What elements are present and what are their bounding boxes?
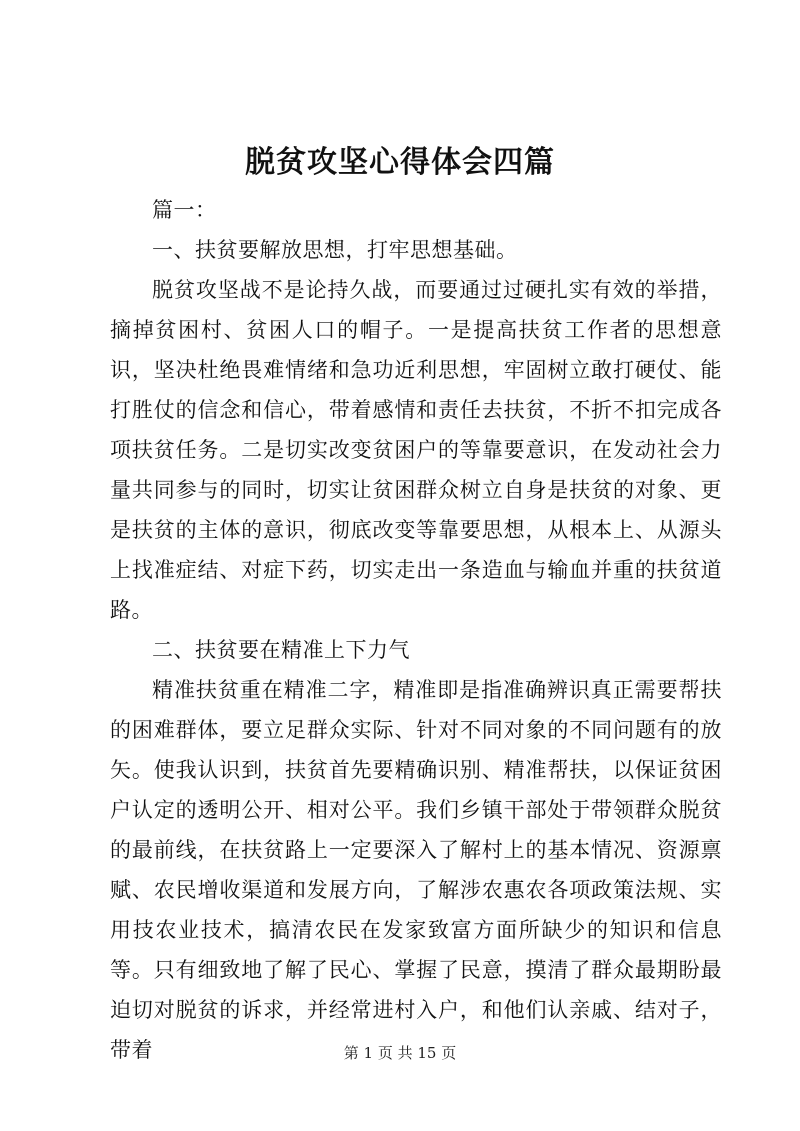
body-paragraph-1: 脱贫攻坚战不是论持久战，而要通过过硬扎实有效的举措，摘掉贫困村、贫困人口的帽子。一是提高扶贫工作者的思想意识，坚决杜绝畏难情绪和急功近利思想，牢固树立敢打硬仗、能打胜仗的信念和信心，带着感情和责任去扶贫，不折不扣完成各项扶贫任务。二是切实改变贫困户的等靠要意识，在发动社会力量共同参与的同时，切实让贫困群众树立自身是扶贫的对象、更是扶贫的主体的意识，彻底改变等靠要思想，从根本上、从源头上找准症结、对症下药，切实走出一条造血与输血并重的扶贫道路。 — [110, 278, 722, 622]
heading-2: 二、扶贫要在精准上下力气 — [152, 638, 410, 662]
document-body — [110, 190, 722, 1070]
section-label: 篇一： — [152, 198, 217, 222]
page-footer: 第 1 页 共 15 页 — [343, 1044, 457, 1062]
heading-1: 一、扶贫要解放思想，打牢思想基础。 — [152, 238, 518, 262]
body-paragraph-2: 精准扶贫重在精准二字，精准即是指准确辨识真正需要帮扶的困难群体，要立足群众实际、针对不同对象的不同问题有的放矢。使我认识到，扶贫首先要精确识别、精准帮扶，以保证贫困户认定的透明公开、相对公平。我们乡镇干部处于带领群众脱贫的最前线，在扶贫路上一定要深入了解村上的基本情况、资源禀赋、农民增收渠道和发展方向，了解涉农惠农各项政策法规、实用技农业技术，搞清农民在发家致富方面所缺少的知识和信息等。只有细致地了解了民心、掌握了民意，摸清了群众最期盼最迫切对脱贫的诉求，并经常进村入户，和他们认亲戚、结对子，带着 — [110, 678, 722, 1062]
document-title: 脱贫攻坚心得体会四篇 — [245, 145, 555, 180]
